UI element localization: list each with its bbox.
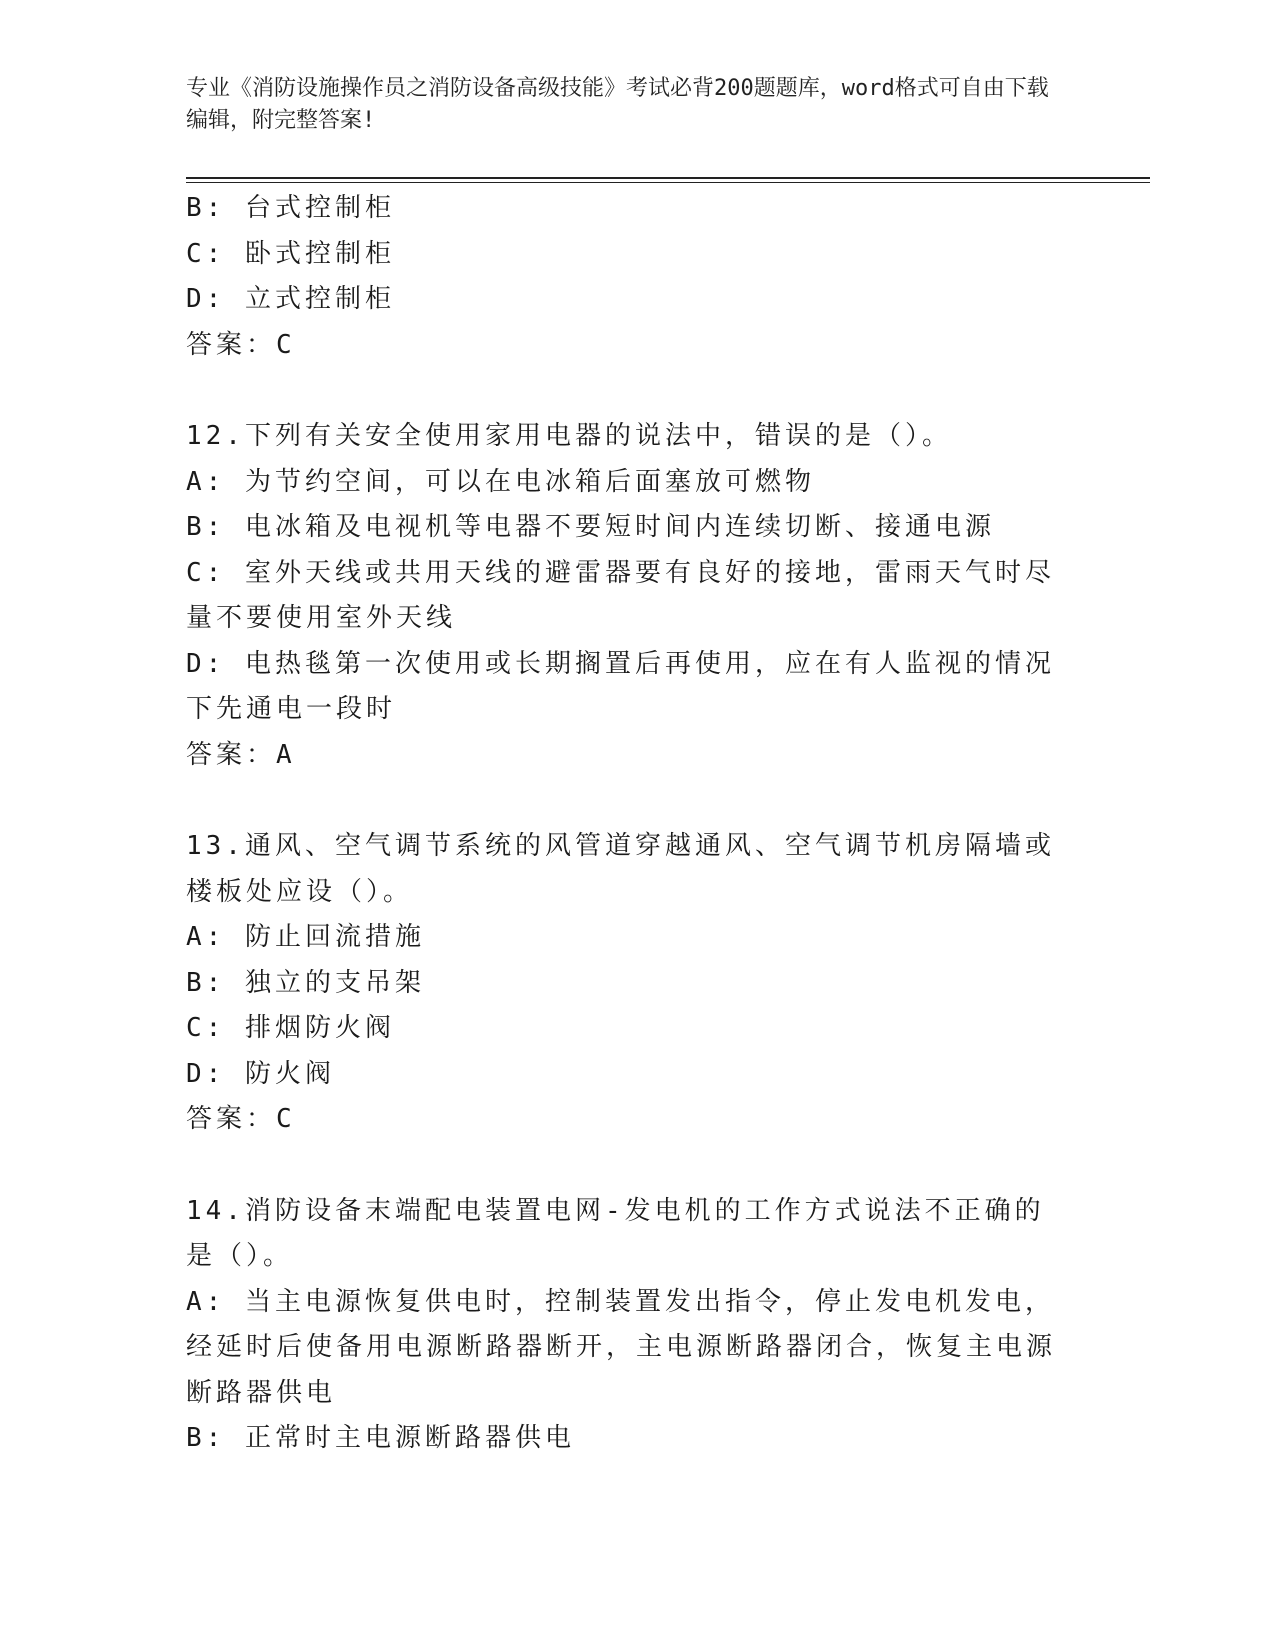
header-rule-thick (186, 177, 1150, 179)
question-stem: 12.下列有关安全使用家用电器的说法中，错误的是（）。 (186, 421, 952, 451)
answer: 答案：A (186, 739, 296, 770)
question-13 (186, 824, 1066, 1143)
block-spacer (186, 778, 1066, 824)
answer: 答案：C (186, 1104, 296, 1134)
option-d: D: 防火阀 (186, 1058, 335, 1089)
block-spacer (186, 1143, 1066, 1189)
option-b: B: 台式控制柜 (186, 193, 395, 223)
option-b: B: 正常时主电源断路器供电 (186, 1423, 575, 1453)
question-content (186, 186, 1066, 1462)
page-header: 专业《消防设施操作员之消防设备高级技能》考试必背200题题库，word格式可自由下载编辑，附完整答案! (186, 76, 1049, 133)
question-11-tail (186, 186, 1066, 368)
option-b: B: 独立的支吊架 (186, 967, 425, 998)
header-rule-thin (186, 182, 1150, 183)
question-stem: 14.消防设备末端配电装置电网-发电机的工作方式说法不正确的是（）。 (186, 1195, 1045, 1271)
option-a: A: 为节约空间，可以在电冰箱后面塞放可燃物 (186, 466, 815, 497)
question-14 (186, 1189, 1066, 1462)
option-a: A: 当主电源恢复供电时，控制装置发出指令，停止发电机发电，经延时后使备用电源断路器断开，主电源断路器闭合，恢复主电源断路器供电 (186, 1286, 1057, 1408)
question-stem: 13.通风、空气调节系统的风管道穿越通风、空气调节机房隔墙或楼板处应设（）。 (186, 831, 1055, 907)
option-c: C: 卧式控制柜 (186, 238, 395, 269)
option-c: C: 排烟防火阀 (186, 1013, 395, 1043)
block-spacer (186, 368, 1066, 414)
question-12 (186, 414, 1066, 778)
option-d: D: 立式控制柜 (186, 284, 395, 314)
answer: 答案：C (186, 329, 296, 360)
option-c: C: 室外天线或共用天线的避雷器要有良好的接地，雷雨天气时尽量不要使用室外天线 (186, 557, 1055, 633)
option-d: D: 电热毯第一次使用或长期搁置后再使用，应在有人监视的情况下先通电一段时 (186, 648, 1055, 724)
option-a: A: 防止回流措施 (186, 922, 425, 952)
option-b: B: 电冰箱及电视机等电器不要短时间内连续切断、接通电源 (186, 512, 995, 542)
